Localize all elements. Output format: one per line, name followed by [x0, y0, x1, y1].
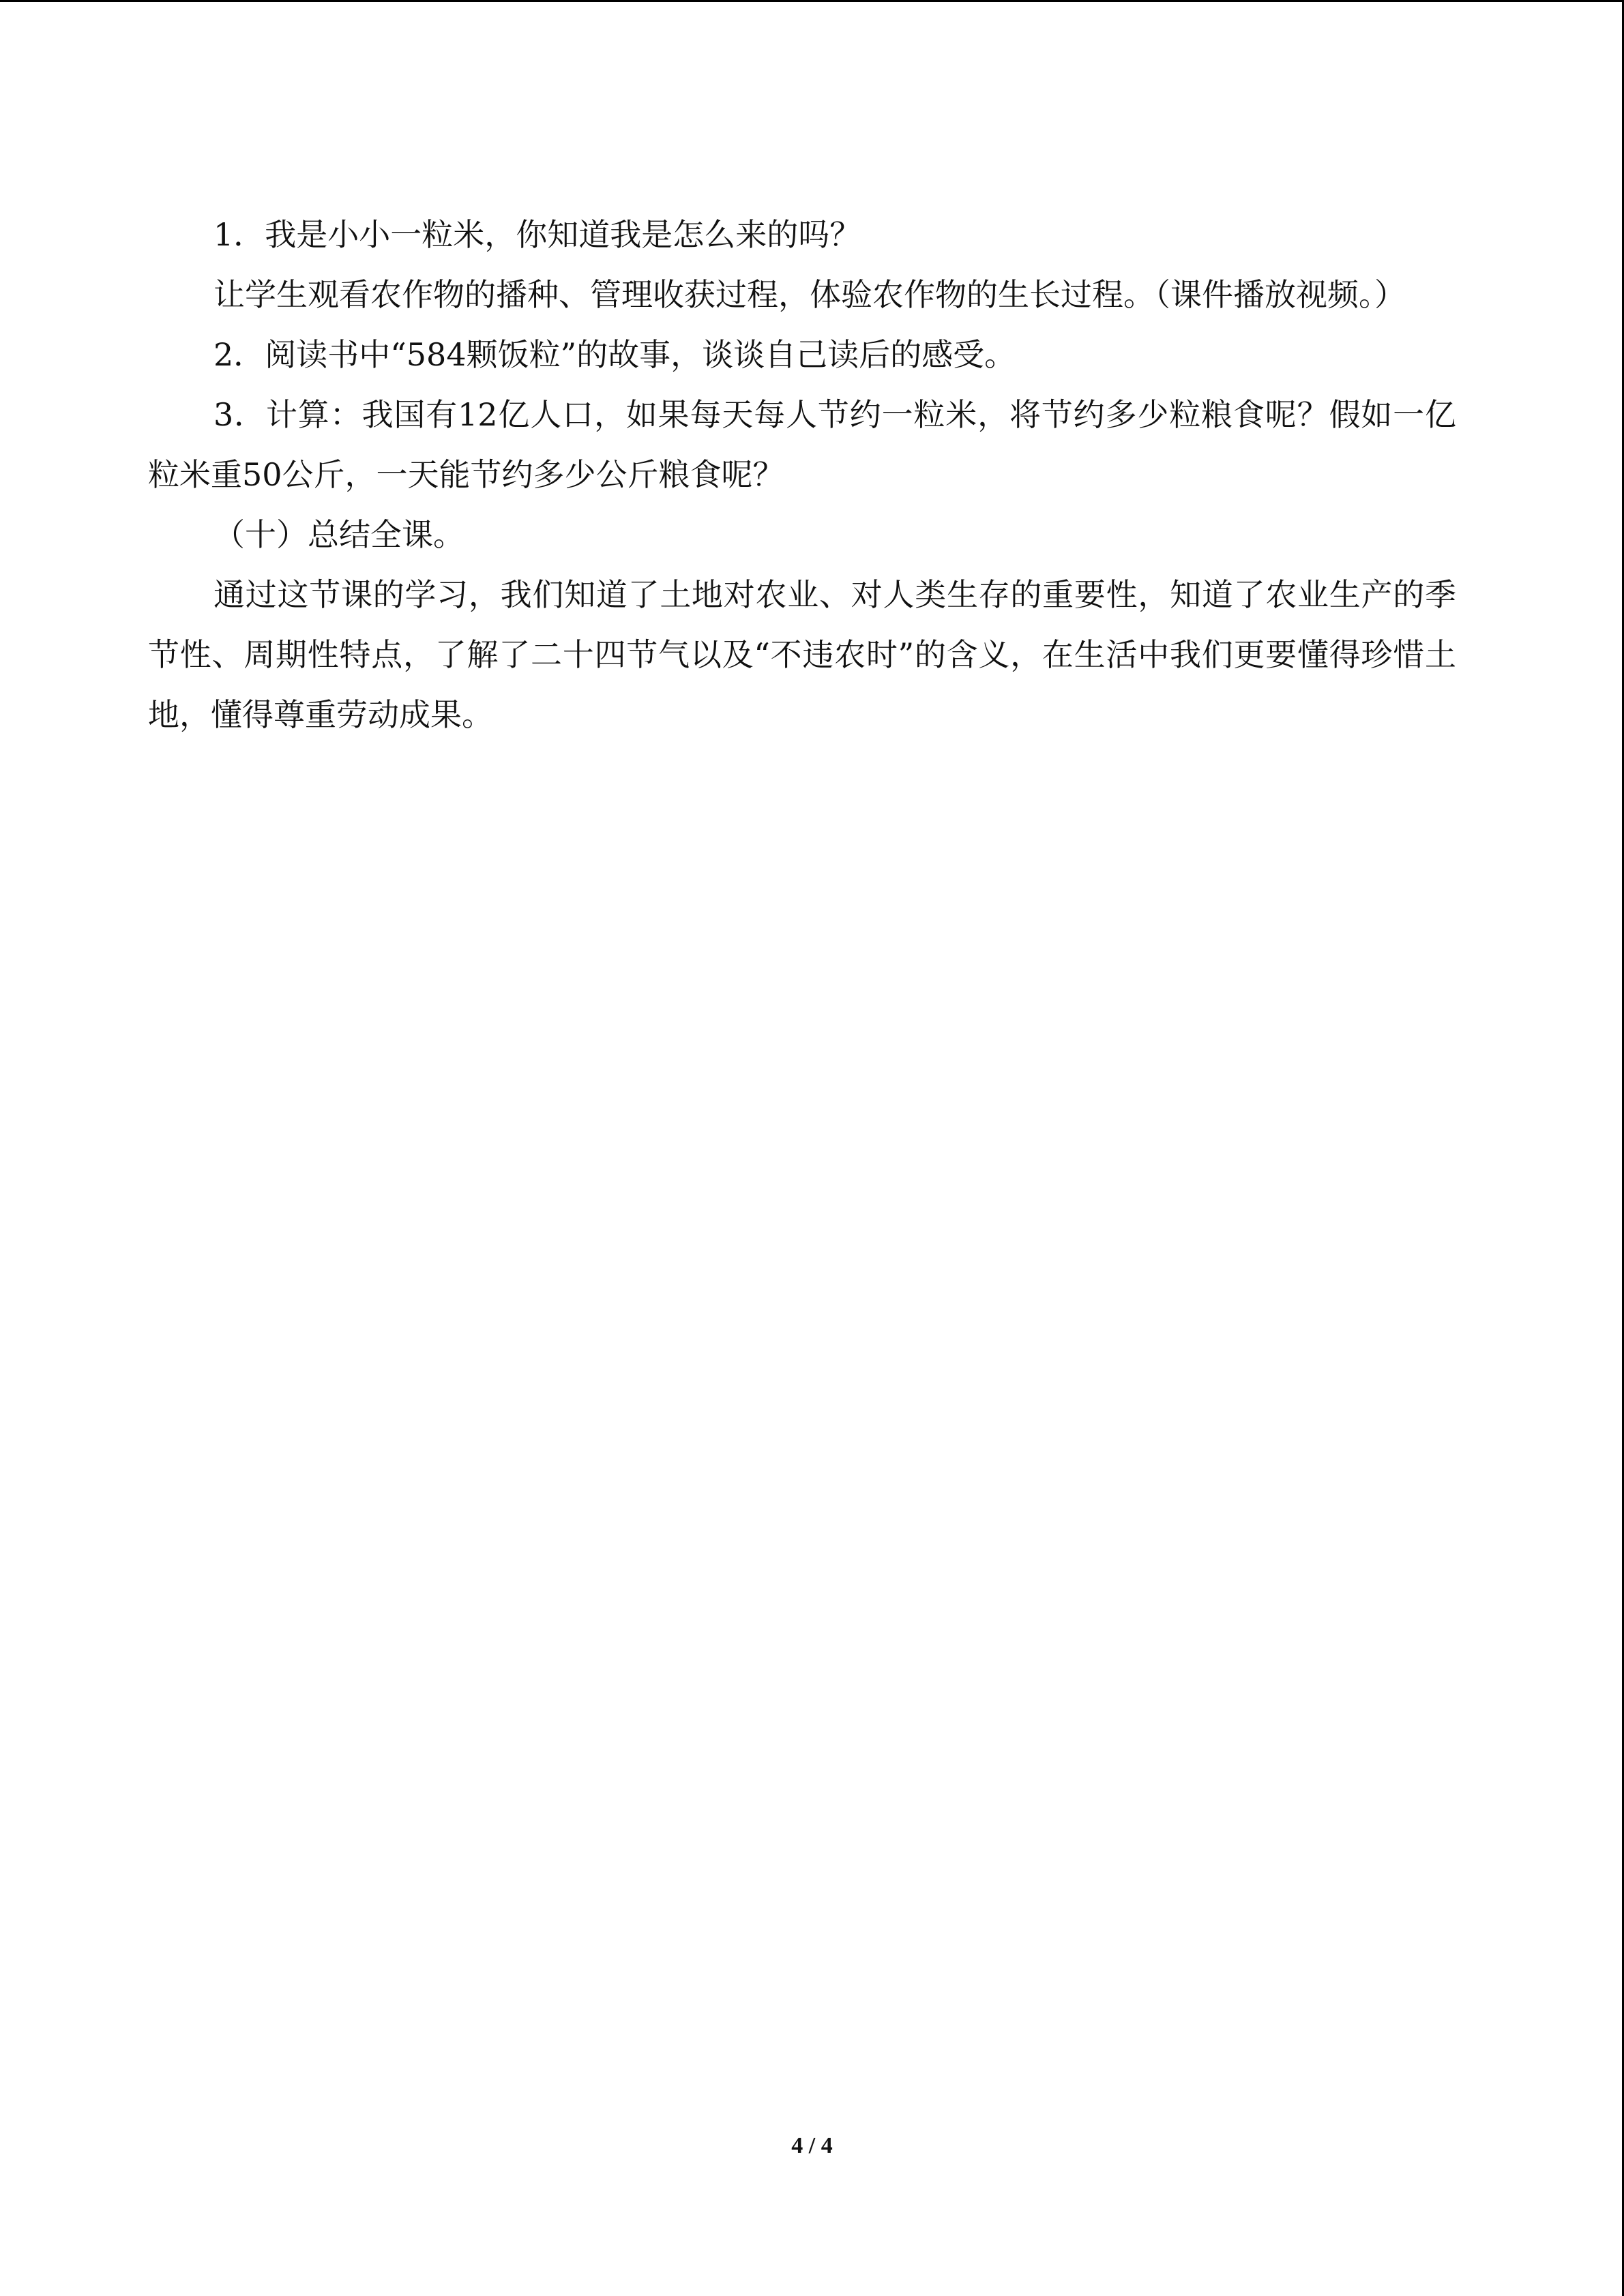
paragraph-item-2: 2．阅读书中“584颗饭粒”的故事，谈谈自己读后的感受。 — [213, 336, 1016, 373]
paragraph-item-1: 1．我是小小一粒米，你知道我是怎么来的吗？ — [213, 216, 861, 253]
paragraph-item-3: 3．计算：我国有12亿人口，如果每天每人节约一粒米，将节约多少粒粮食呢？假如一亿粒米重50公斤，一天能节约多少公斤粮食呢？ — [148, 396, 1456, 493]
section-heading: （十）总结全课。 — [213, 516, 464, 553]
document-body — [148, 205, 1456, 745]
paragraph-activity: 让学生观看农作物的播种、管理收获过程，体验农作物的生长过程。（课件播放视频。） — [213, 276, 1406, 313]
paragraph-summary: 通过这节课的学习，我们知道了土地对农业、对人类生存的重要性，知道了农业生产的季节性、周期性特点，了解了二十四节气以及“不违农时”的含义，在生活中我们更要懂得珍惜土地，懂得尊重劳动成果。 — [148, 576, 1456, 733]
page-number: 4 / 4 — [791, 2133, 833, 2158]
